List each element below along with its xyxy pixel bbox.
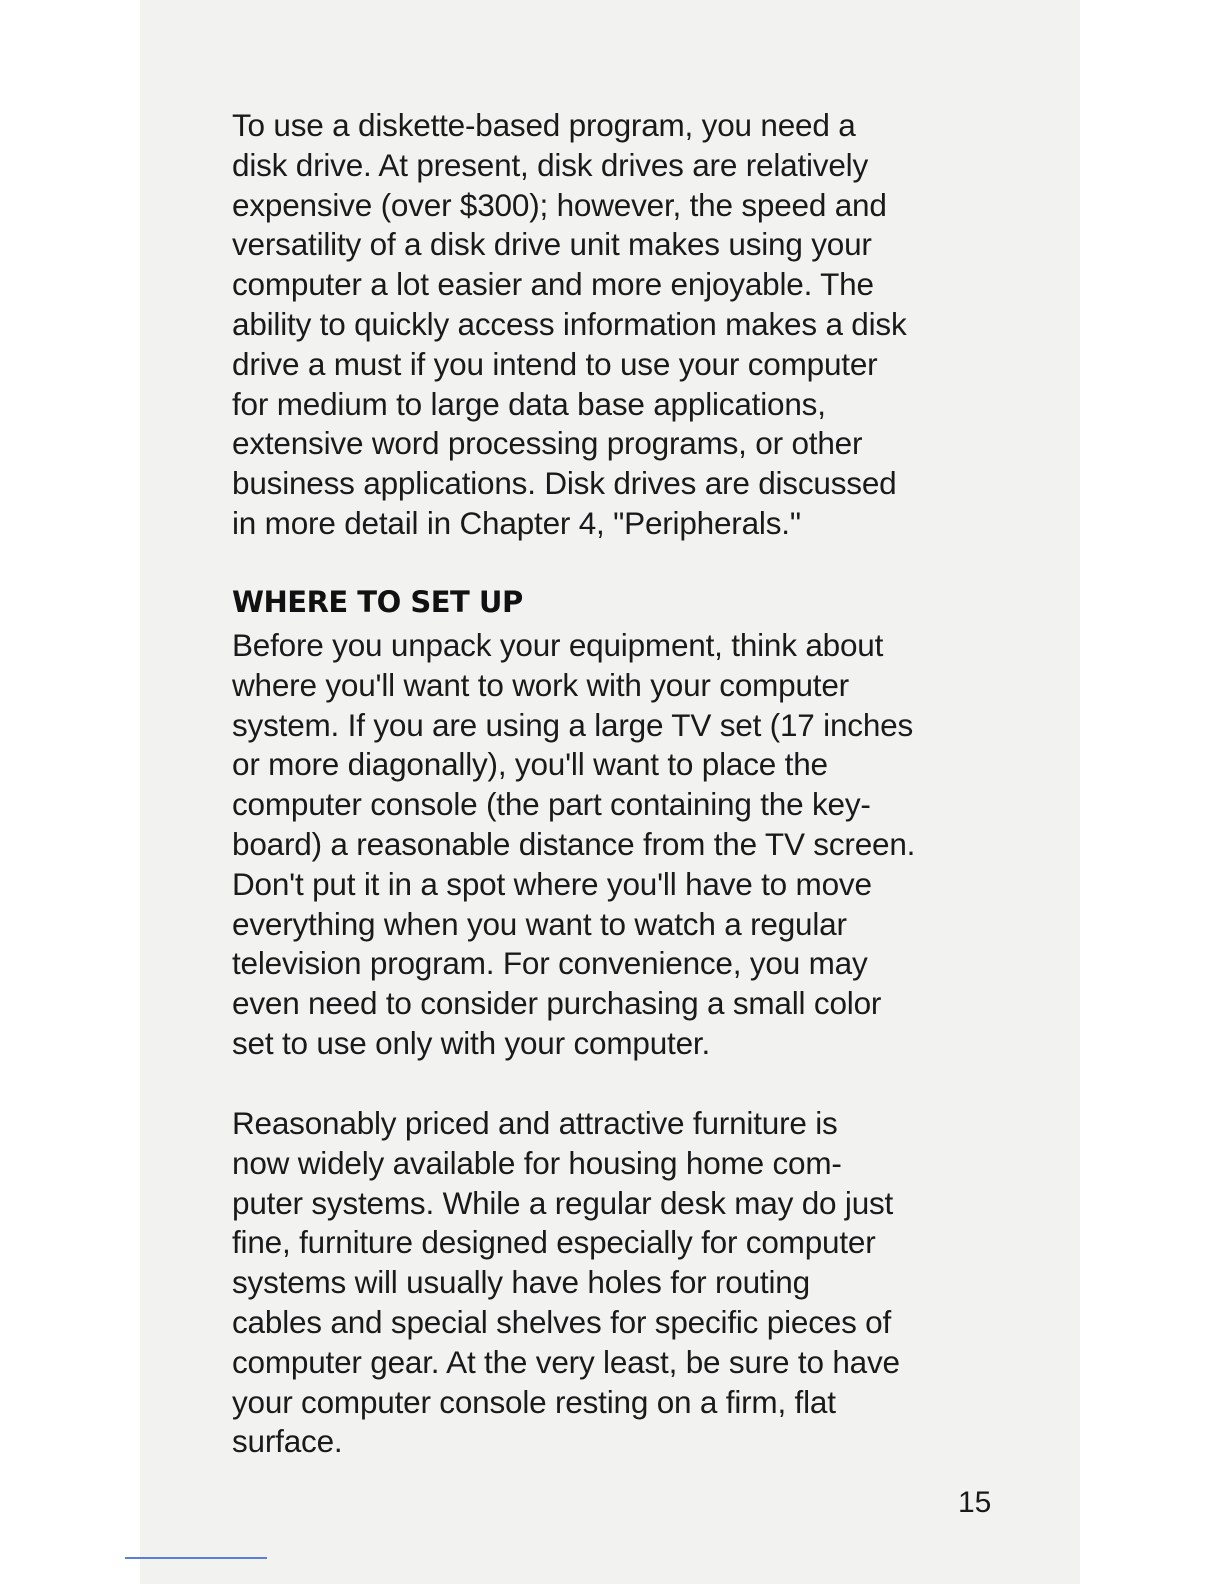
text-line: drive a must if you intend to use your computer: [232, 345, 878, 382]
text-line: or more diagonally), you'll want to place the: [232, 746, 828, 783]
paragraph-furniture: [232, 1104, 992, 1462]
text-line: Before you unpack your equipment, think about: [232, 627, 884, 663]
text-line: versatility of a disk drive unit makes using your: [232, 226, 872, 263]
text-line: computer console (the part containing the key-: [232, 786, 871, 823]
text-line: computer gear. At the very least, be sure to have: [232, 1343, 900, 1380]
text-line: in more detail in Chapter 4, "Peripherals.": [232, 504, 801, 541]
text-line: your computer console resting on a firm, flat: [232, 1383, 836, 1420]
text-line: business applications. Disk drives are discussed: [232, 465, 897, 502]
text-line: now widely available for housing home com-: [232, 1144, 842, 1181]
underline-mark: [125, 1557, 267, 1559]
text-line: television program. For convenience, you may: [232, 945, 868, 982]
text-line: systems will usually have holes for routing: [232, 1264, 810, 1301]
text-line: computer a lot easier and more enjoyable. The: [232, 266, 874, 303]
paragraph-where-to-set-up: [232, 626, 992, 1064]
text-line: To use a diskette-based program, you need a: [232, 107, 856, 143]
text-line: system. If you are using a large TV set (17 inches: [232, 706, 914, 743]
text-line: fine, furniture designed especially for computer: [232, 1224, 876, 1261]
text-line: disk drive. At present, disk drives are relatively: [232, 146, 869, 183]
text-line: for medium to large data base applications,: [232, 385, 826, 422]
text-line: set to use only with your computer.: [232, 1024, 710, 1061]
text-line: board) a reasonable distance from the TV screen.: [232, 825, 916, 862]
section-heading: WHERE TO SET UP: [232, 585, 523, 619]
text-line: where you'll want to work with your computer: [232, 666, 849, 703]
page-number: 15: [958, 1486, 992, 1519]
text-line: puter systems. While a regular desk may do just: [232, 1184, 894, 1221]
text-line: surface.: [232, 1423, 343, 1460]
text-line: expensive (over $300); however, the speed and: [232, 186, 887, 223]
text-line: cables and special shelves for specific pieces of: [232, 1303, 892, 1340]
text-line: ability to quickly access information makes a disk: [232, 305, 907, 342]
text-line: Reasonably priced and attractive furniture is: [232, 1105, 838, 1141]
paragraph-disk-drive: [232, 106, 992, 544]
text-line: even need to consider purchasing a small color: [232, 985, 882, 1022]
text-line: everything when you want to watch a regular: [232, 905, 847, 942]
text-line: Don't put it in a spot where you'll have to move: [232, 865, 872, 902]
text-line: extensive word processing programs, or other: [232, 425, 863, 462]
